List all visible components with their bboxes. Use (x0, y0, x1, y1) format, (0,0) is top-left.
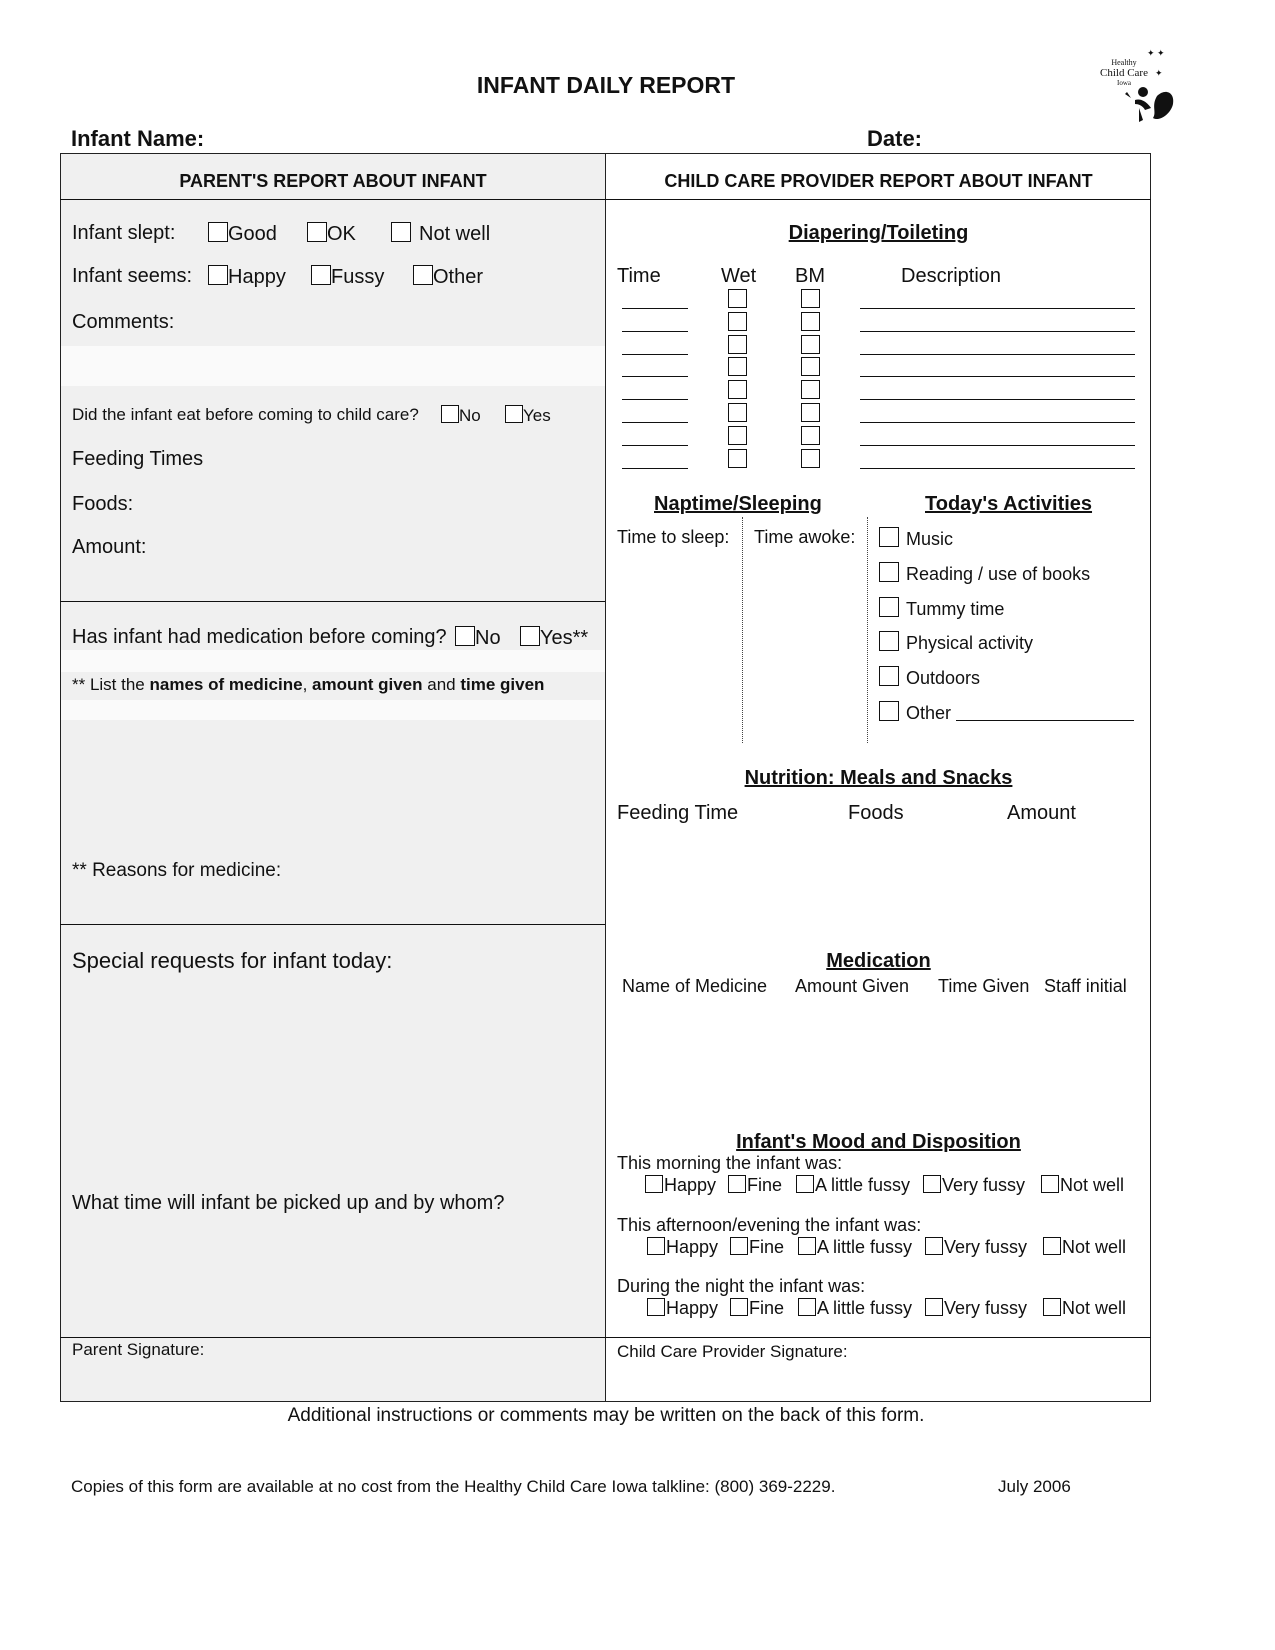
mood-option-label: Happy (666, 1298, 719, 1318)
mood-option[interactable] (1043, 1237, 1126, 1258)
activity-checkbox[interactable] (879, 701, 899, 721)
date-label: Date: (867, 126, 923, 151)
diaper-wet-checkbox[interactable] (728, 449, 747, 468)
mood-option[interactable] (728, 1175, 782, 1196)
activity-checkbox[interactable] (879, 666, 899, 686)
diaper-description-field[interactable] (860, 376, 1135, 377)
activity-item[interactable] (879, 631, 1033, 654)
nutrition-col-foods: Foods (848, 802, 904, 824)
infant-seems-label: Infant seems: (72, 265, 193, 287)
additional-instructions: Additional instructions or comments may be written on the back of this form. (287, 1405, 925, 1426)
medicine-list-instruction (72, 675, 544, 695)
time-awoke-label: Time awoke: (754, 527, 856, 547)
checkbox[interactable] (441, 405, 459, 423)
checkbox[interactable] (413, 265, 433, 285)
mood-option[interactable] (647, 1298, 718, 1319)
mood-checkbox[interactable] (730, 1298, 748, 1316)
activity-label: Other (906, 703, 952, 723)
diaper-description-field[interactable] (860, 331, 1135, 332)
mood-period-label: This morning the infant was: (617, 1153, 843, 1173)
svg-text:✦: ✦ (1155, 68, 1163, 78)
diaper-time-field[interactable] (622, 308, 688, 309)
slept-option-good[interactable] (208, 222, 277, 246)
diaper-wet-checkbox[interactable] (728, 335, 747, 354)
nutrition-col-feeding-time: Feeding Time (617, 802, 739, 824)
mood-option-label: Not well (1062, 1236, 1127, 1257)
diaper-bm-checkbox[interactable] (801, 449, 820, 468)
diaper-description-field[interactable] (860, 422, 1135, 423)
naptime-title: Naptime/Sleeping (654, 493, 822, 515)
activity-item[interactable] (879, 527, 953, 550)
mood-checkbox[interactable] (1043, 1237, 1061, 1255)
diaper-col-description: Description (901, 265, 1002, 287)
activity-item[interactable] (879, 597, 1004, 620)
diaper-time-field[interactable] (622, 445, 688, 446)
mood-checkbox[interactable] (796, 1175, 814, 1193)
mood-option[interactable] (796, 1175, 910, 1196)
header-divider (60, 199, 1151, 200)
mood-checkbox[interactable] (798, 1237, 816, 1255)
checkbox[interactable] (311, 265, 331, 285)
eat-option-yes[interactable] (505, 405, 551, 426)
seems-option-fussy[interactable] (311, 265, 384, 289)
eat-question: Did the infant eat before coming to child care? (72, 405, 419, 424)
option-label: Good (228, 223, 277, 245)
activity-checkbox[interactable] (879, 597, 899, 617)
checkbox[interactable] (208, 222, 228, 242)
mood-period-label: This afternoon/evening the infant was: (617, 1214, 922, 1235)
parent-report-header: PARENT'S REPORT ABOUT INFANT (179, 171, 487, 191)
parent-section-requests (61, 925, 605, 1337)
mood-option[interactable] (730, 1237, 784, 1258)
mood-checkbox[interactable] (647, 1298, 665, 1316)
nutrition-col-amount: Amount (1007, 802, 1076, 824)
mood-option[interactable] (798, 1237, 912, 1258)
amount-label: Amount: (72, 536, 147, 558)
mood-option[interactable] (798, 1298, 912, 1319)
parent-divider-1 (60, 601, 605, 602)
logo-line1: Healthy (1111, 58, 1137, 67)
mood-option-label: Not well (1062, 1298, 1127, 1318)
diaper-wet-checkbox[interactable] (728, 312, 747, 331)
diaper-time-field[interactable] (622, 331, 688, 332)
provider-signature-label: Child Care Provider Signature: (617, 1342, 848, 1361)
diaper-description-field[interactable] (860, 445, 1135, 446)
seems-option-other[interactable] (413, 265, 483, 289)
option-label: Not well (419, 223, 491, 245)
activity-checkbox[interactable] (879, 527, 899, 547)
option-label: Yes (523, 406, 551, 425)
diaper-col-time: Time (617, 265, 661, 287)
mood-option[interactable] (925, 1298, 1027, 1319)
mood-option-label: Fine (749, 1298, 785, 1318)
mood-checkbox[interactable] (925, 1237, 943, 1255)
mood-checkbox[interactable] (925, 1298, 943, 1316)
diaper-wet-checkbox[interactable] (728, 403, 747, 422)
activity-label: Reading / use of books (906, 563, 1091, 584)
time-to-sleep-label: Time to sleep: (617, 527, 730, 547)
parent-signature-label: Parent Signature: (72, 1340, 205, 1359)
diaper-wet-checkbox[interactable] (728, 426, 747, 445)
diaper-description-field[interactable] (860, 399, 1135, 400)
white-strip (61, 346, 605, 386)
mood-option-label: A little fussy (815, 1175, 911, 1195)
logo-line3: Iowa (1117, 79, 1131, 87)
checkbox[interactable] (505, 405, 523, 423)
diaper-time-field[interactable] (622, 468, 688, 469)
mood-option[interactable] (923, 1175, 1025, 1196)
slept-option-ok[interactable] (307, 222, 356, 246)
nap-divider (742, 517, 743, 743)
mood-checkbox[interactable] (1041, 1175, 1059, 1193)
mood-checkbox[interactable] (728, 1175, 746, 1193)
form-date: July 2006 (998, 1477, 1071, 1496)
checkbox[interactable] (208, 265, 228, 285)
eat-option-no[interactable] (441, 405, 481, 426)
mood-period-label: During the night the infant was: (617, 1276, 866, 1296)
option-label: No (475, 627, 501, 649)
provider-report-header: CHILD CARE PROVIDER REPORT ABOUT INFANT (664, 171, 1093, 191)
list-bold-time: time given (460, 675, 545, 694)
list-prefix: ** List the (72, 675, 150, 694)
svg-text:✦ ✦: ✦ ✦ (1147, 48, 1165, 58)
list-bold-names: names of medicine (149, 675, 303, 694)
diaper-time-field[interactable] (622, 422, 688, 423)
option-label: Fussy (331, 266, 385, 288)
parent-divider-2 (60, 924, 605, 925)
signature-divider (60, 1337, 1151, 1338)
diaper-time-field[interactable] (622, 399, 688, 400)
medication-col-staff: Staff initial (1044, 976, 1127, 996)
mood-option-label: Not well (1060, 1175, 1125, 1195)
white-strip (61, 650, 605, 672)
mood-option[interactable] (730, 1298, 784, 1319)
white-strip (61, 700, 605, 720)
diaper-description-field[interactable] (860, 308, 1135, 309)
mood-option-label: A little fussy (817, 1298, 913, 1318)
mood-option-label: Very fussy (942, 1175, 1026, 1195)
diaper-wet-checkbox[interactable] (728, 357, 747, 376)
diaper-col-wet: Wet (721, 265, 757, 287)
mood-checkbox[interactable] (923, 1175, 941, 1193)
reasons-label: ** Reasons for medicine: (72, 860, 282, 881)
diaper-bm-checkbox[interactable] (801, 312, 820, 331)
diaper-bm-checkbox[interactable] (801, 335, 820, 354)
medication-col-time: Time Given (938, 976, 1030, 996)
mood-option-label: Very fussy (944, 1236, 1028, 1257)
activities-divider (867, 517, 868, 743)
nutrition-title: Nutrition: Meals and Snacks (744, 767, 1013, 789)
medication-option-no[interactable] (455, 626, 501, 650)
list-sep: and (422, 675, 461, 694)
list-sep: , (302, 675, 313, 694)
diaper-bm-checkbox[interactable] (801, 403, 820, 422)
mood-checkbox[interactable] (1043, 1298, 1061, 1316)
activity-other-line (956, 720, 1134, 721)
special-requests-label: Special requests for infant today: (72, 948, 393, 973)
checkbox[interactable] (307, 222, 327, 242)
pickup-label: What time will infant be picked up and by whom? (72, 1192, 505, 1214)
copies-note: Copies of this form are available at no cost from the Healthy Child Care Iowa talkline: (800) 369-2229. (71, 1477, 836, 1496)
activity-item[interactable] (879, 701, 951, 724)
activity-checkbox[interactable] (879, 631, 899, 651)
infant-name-label: Infant Name: (71, 126, 205, 151)
activity-label: Music (906, 529, 954, 549)
checkbox[interactable] (520, 626, 540, 646)
activity-label: Physical activity (906, 633, 1034, 654)
option-label: Yes** (540, 627, 589, 649)
option-label: OK (327, 223, 356, 245)
checkbox[interactable] (455, 626, 475, 646)
diaper-bm-checkbox[interactable] (801, 426, 820, 445)
medication-col-amount: Amount Given (795, 976, 910, 996)
activities-title: Today's Activities (925, 493, 1093, 515)
mood-option-label: Fine (747, 1175, 783, 1195)
mood-checkbox[interactable] (730, 1237, 748, 1255)
mood-option-label: A little fussy (817, 1236, 913, 1257)
foods-label: Foods: (72, 493, 134, 515)
mood-checkbox[interactable] (647, 1237, 665, 1255)
logo-line2: Child Care (1100, 67, 1148, 79)
mood-option[interactable] (1041, 1175, 1124, 1196)
diaper-time-field[interactable] (622, 354, 688, 355)
list-bold-amount: amount given (312, 675, 423, 694)
seems-option-happy[interactable] (208, 265, 286, 289)
diaper-description-field[interactable] (860, 354, 1135, 355)
diaper-wet-checkbox[interactable] (728, 380, 747, 399)
activity-label: Tummy time (906, 598, 1005, 619)
page-title: INFANT DAILY REPORT (476, 72, 736, 98)
medication-col-name: Name of Medicine (622, 976, 768, 996)
healthy-child-care-logo (1095, 48, 1185, 128)
activity-item[interactable] (879, 562, 1090, 585)
comments-label: Comments: (72, 311, 175, 333)
medication-option-yes[interactable] (520, 626, 588, 650)
slept-option-not-well[interactable] (391, 222, 490, 246)
mood-title: Infant's Mood and Disposition (736, 1131, 1021, 1153)
logo-figure-icon (1095, 48, 1185, 128)
mood-option[interactable] (925, 1237, 1027, 1258)
feeding-times-label: Feeding Times (72, 448, 204, 470)
option-label: No (459, 406, 481, 425)
diaper-time-field[interactable] (622, 376, 688, 377)
diaper-wet-checkbox[interactable] (728, 289, 747, 308)
mood-option-label: Fine (749, 1236, 785, 1257)
medication-title: Medication (826, 950, 931, 972)
mood-checkbox[interactable] (645, 1175, 663, 1193)
mood-option[interactable] (647, 1237, 718, 1258)
option-label: Happy (228, 266, 286, 288)
diaper-description-field[interactable] (860, 468, 1135, 469)
activity-checkbox[interactable] (879, 562, 899, 582)
mood-option[interactable] (645, 1175, 716, 1196)
diaper-col-bm: BM (795, 265, 825, 287)
mood-option-label: Happy (666, 1236, 719, 1257)
diaper-bm-checkbox[interactable] (801, 357, 820, 376)
mood-option-label: Happy (664, 1175, 717, 1195)
infant-slept-label: Infant slept: (72, 222, 176, 244)
activity-label: Outdoors (906, 668, 981, 689)
option-label: Other (433, 266, 484, 288)
medication-question: Has infant had medication before coming? (72, 626, 447, 648)
diaper-bm-checkbox[interactable] (801, 289, 820, 308)
diaper-bm-checkbox[interactable] (801, 380, 820, 399)
checkbox[interactable] (391, 222, 411, 242)
mood-option[interactable] (1043, 1298, 1126, 1319)
mood-checkbox[interactable] (798, 1298, 816, 1316)
mood-option-label: Very fussy (944, 1298, 1028, 1318)
activity-item[interactable] (879, 666, 980, 689)
diapering-title: Diapering/Toileting (788, 222, 969, 244)
